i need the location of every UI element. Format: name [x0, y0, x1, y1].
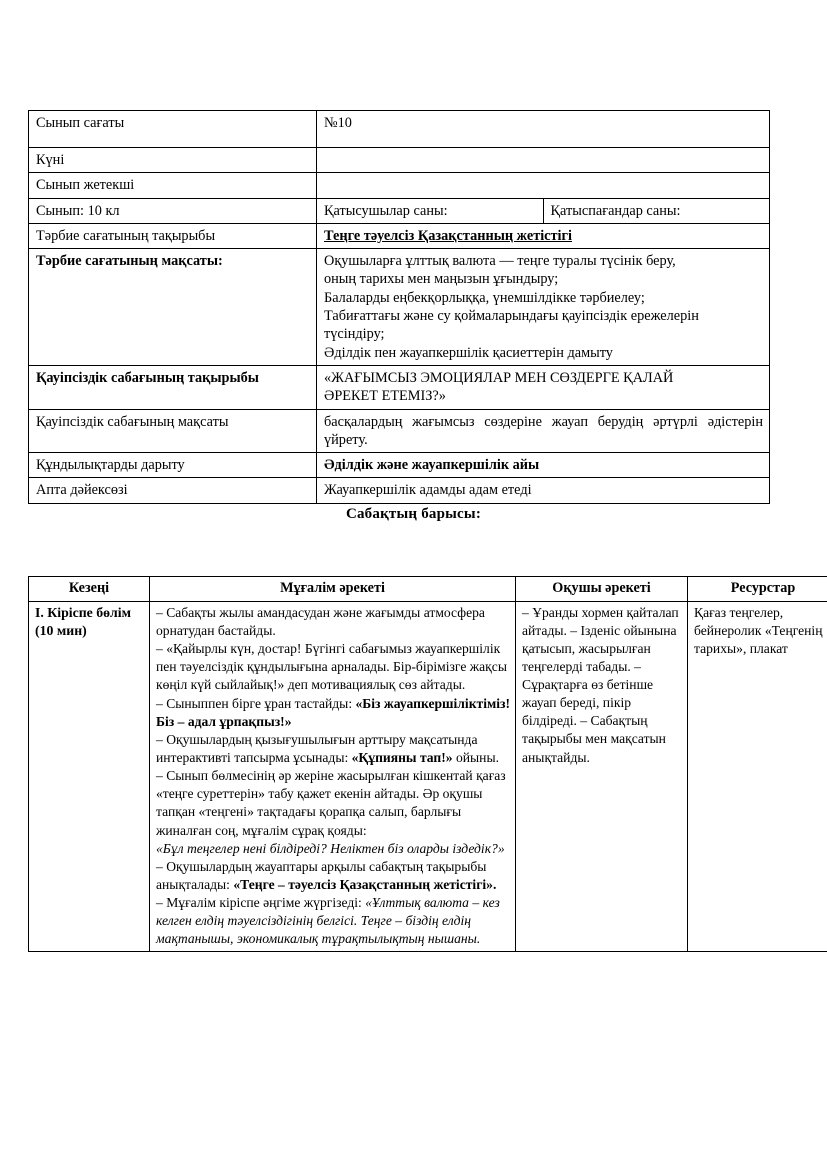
info-value-class-hour-number: №10: [317, 111, 770, 148]
table-row: [29, 148, 770, 173]
info-value-date: [317, 148, 770, 173]
info-label-date: Күні: [29, 148, 317, 173]
cell-teacher-activity: [150, 601, 516, 951]
info-value-safety-topic: [317, 365, 770, 409]
table-row: [29, 365, 770, 409]
column-header-stage: Кезеңі: [29, 577, 150, 602]
teacher-activity-paragraph: – Оқушылардың жауаптары арқылы сабақтың тақырыбы анықталады: «Теңге – тәуелсіз Қазақстанның жетістігі».: [156, 858, 497, 892]
table-row: [29, 223, 770, 248]
slogan-text: «Біз жауапкершіліктіміз! Біз – адал ұрпақпыз!»: [156, 695, 511, 729]
teacher-activity-paragraph: – «Қайырлы күн, достар! Бүгінгі сабағымыз жауапкершілік пен тәуелсіздік құндылығына арналады. Бір-бірімізге жақсы көңіл күй сыйлайық!» деп мотивациялық сөз айтады.: [156, 641, 507, 693]
goal-line: түсіндіру;: [324, 326, 385, 343]
table-row: [29, 249, 770, 366]
table-row: [29, 198, 770, 223]
table-header-row: [29, 577, 827, 602]
teacher-activity-paragraph: – Сынып бөлмесінің әр жеріне жасырылған кішкентай қағаз «теңге суреттерін» табу қажет екенін айтады. Әр оқушы тапқан «теңгені» тақтадағы қорапқа салып, барлығы жиналған соң, мұғалім сұрақ қояды:: [156, 768, 506, 838]
cell-student-activity: – Ұранды хормен қайталап айтады. – Ізденіс ойынына қатысып, жасырылған теңгелерді табады. – Сұрақтарға өз бетінше жауап береді, пікір білдіреді. – Сабақтың тақырыбы мен мақсатын анықтайды.: [516, 601, 688, 951]
info-label-class-number: Сынып: 10 кл: [29, 198, 317, 223]
goal-line: Әділдік пен жауапкершілік қасиеттерін дамыту: [324, 344, 613, 361]
column-header-student-activity: Оқушы әрекеті: [516, 577, 688, 602]
teacher-question-text: «Бұл теңгелер нені білдіреді? Неліктен біз оларды іздедік?»: [156, 840, 505, 856]
section-heading-lesson-flow: Сабақтың барысы:: [345, 506, 482, 522]
lesson-info-table: [28, 110, 770, 504]
info-label-safety-topic: Қауіпсіздік сабағының тақырыбы: [29, 365, 317, 409]
info-label-safety-goal: Қауіпсіздік сабағының мақсаты: [29, 409, 317, 453]
lesson-flow-table: [28, 576, 827, 952]
info-value-lesson-topic: Теңге тәуелсіз Қазақстанның жетістігі: [317, 223, 770, 248]
table-row: [29, 453, 770, 478]
info-value-lesson-goal: [317, 249, 770, 366]
safety-topic-line: «ЖАҒЫМСЫЗ ЭМОЦИЯЛАР МЕН СӨЗДЕРГЕ ҚАЛАЙ: [324, 369, 674, 386]
info-label-class-teacher: Сынып жетекші: [29, 173, 317, 198]
column-header-teacher-activity: Мұғалім әрекеті: [150, 577, 516, 602]
info-value-attendees-count: Қатысушылар саны:: [317, 198, 544, 223]
table-row: [29, 111, 770, 148]
intro-speech-text: «Ұлттық валюта – кез келген елдің тәуелсіздігінің белгісі. Теңге – біздің елдің мақтанышы, экономикалық тұрақтылықтың нышаны.: [156, 895, 500, 947]
table-row: [29, 173, 770, 198]
teacher-activity-paragraph: – Оқушылардың қызығушылығын арттыру мақсатында интерактивті тапсырма ұсынады: «Құпияны тап!» ойыны.: [156, 731, 499, 765]
table-row: [29, 601, 827, 951]
teacher-activity-paragraph: – Сабақты жылы амандасудан және жағымды атмосфера орнатудан бастайды.: [156, 604, 485, 639]
info-value-week-quote: Жауапкершілік адамды адам етеді: [317, 478, 770, 503]
info-label-lesson-goal: Тәрбие сағатының мақсаты:: [29, 249, 317, 366]
game-name-text: «Құпияны тап!»: [351, 750, 453, 765]
goal-line: Табиғаттағы және су қоймаларындағы қауіпсіздік ережелерін: [324, 308, 699, 325]
cell-stage: I. Кіріспе бөлім (10 мин): [29, 601, 150, 951]
info-value-class-teacher: [317, 173, 770, 198]
cell-resources: Қағаз теңгелер, бейнеролик «Теңгенің тарихы», плакат: [688, 601, 827, 951]
info-label-week-quote: Апта дәйексөзі: [29, 478, 317, 503]
teacher-activity-paragraph: – Сыныппен бірге ұран тастайды: «Біз жауапкершіліктіміз! Біз – адал ұрпақпыз!»: [156, 695, 511, 729]
info-value-values: Әділдік және жауапкершілік айы: [317, 453, 770, 478]
info-value-absentees-count: Қатыспағандар саны:: [543, 198, 770, 223]
column-header-resources: Ресурстар: [688, 577, 827, 602]
info-label-values: Құндылықтарды дарыту: [29, 453, 317, 478]
goal-line: Оқушыларға ұлттық валюта — теңге туралы түсінік беру,: [324, 253, 676, 270]
teacher-activity-paragraph: – Мұғалім кіріспе әңгіме жүргізеді: «Ұлттық валюта – кез келген елдің тәуелсіздігінің белгісі. Теңге – біздің елдің мақтанышы, экономикалық тұрақтылықтың нышаны.: [156, 895, 500, 947]
info-label-class-hour: Сынып сағаты: [29, 111, 317, 148]
info-label-lesson-topic: Тәрбие сағатының тақырыбы: [29, 223, 317, 248]
safety-topic-line: ӘРЕКЕТ ЕТЕМІЗ?»: [324, 388, 446, 405]
table-row: [29, 478, 770, 503]
goal-line: Балаларды еңбекқорлыққа, үнемшілдікке тәрбиелеу;: [324, 289, 645, 306]
table-row: [29, 409, 770, 453]
goal-line: оның тарихы мен маңызын ұғындыру;: [324, 271, 559, 288]
info-value-safety-goal: басқалардың жағымсыз сөздеріне жауап берудің әртүрлі әдістерін үйрету.: [317, 409, 770, 453]
lesson-topic-text: «Теңге – тәуелсіз Қазақстанның жетістігі».: [233, 876, 497, 892]
